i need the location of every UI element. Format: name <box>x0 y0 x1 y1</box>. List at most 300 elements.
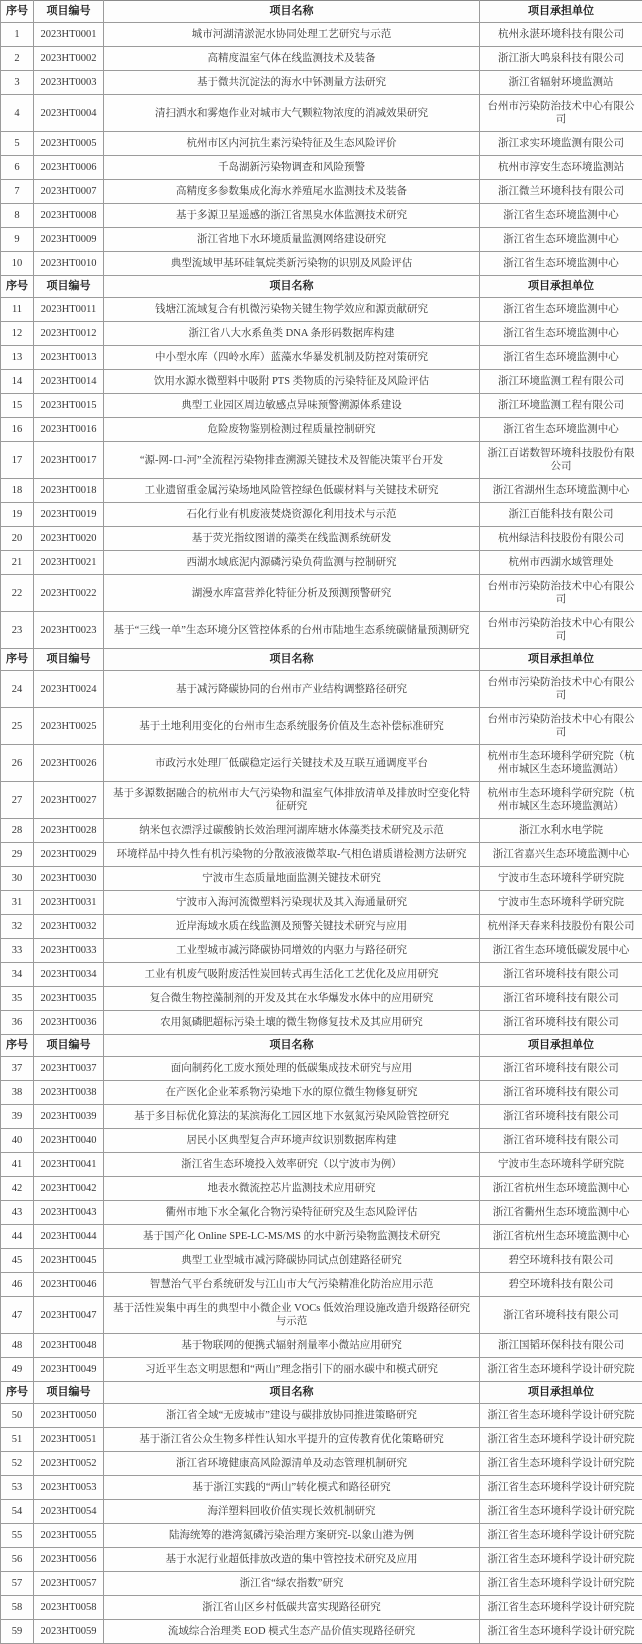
project-index: 41 <box>1 1153 34 1177</box>
project-name: 环境样品中持久性有机污染物的分散液液微萃取-气相色谱质谱检测方法研究 <box>104 843 480 867</box>
project-index: 18 <box>1 479 34 503</box>
project-name: 浙江省环境健康高风险源清单及动态管理机制研究 <box>104 1452 480 1476</box>
table-row <box>1 479 642 503</box>
project-unit: 浙江省生态环境科学设计研究院 <box>480 1500 642 1524</box>
project-name: 杭州市区内河抗生素污染特征及生态风险评价 <box>104 132 480 156</box>
project-code: 2023HT0018 <box>34 479 104 503</box>
project-unit: 宁波市生态环境科学研究院 <box>480 1153 642 1177</box>
column-header-unit: 项目承担单位 <box>480 1035 642 1057</box>
project-index: 56 <box>1 1548 34 1572</box>
project-name: 饮用水源水微塑料中吸附 PTS 类物质的污染特征及风险评估 <box>104 370 480 394</box>
table-row <box>1 503 642 527</box>
project-index: 43 <box>1 1201 34 1225</box>
project-index: 6 <box>1 156 34 180</box>
project-index: 22 <box>1 575 34 612</box>
table-row <box>1 252 642 276</box>
project-code: 2023HT0055 <box>34 1524 104 1548</box>
column-header-unit: 项目承担单位 <box>480 649 642 671</box>
project-code: 2023HT0039 <box>34 1105 104 1129</box>
project-name: 基于“三线一单”生态环境分区管控体系的台州市陆地生态系统碳储量预测研究 <box>104 612 480 649</box>
table-row <box>1 575 642 612</box>
table-row <box>1 745 642 782</box>
project-name: 地表水微流控芯片监测技术应用研究 <box>104 1177 480 1201</box>
project-name: 浙江省山区乡村低碳共富实现路径研究 <box>104 1596 480 1620</box>
project-index: 54 <box>1 1500 34 1524</box>
project-unit: 杭州市西湖水域管理处 <box>480 551 642 575</box>
project-name: 基于荧光指纹图谱的藻类在线监测系统研发 <box>104 527 480 551</box>
project-code: 2023HT0014 <box>34 370 104 394</box>
project-unit: 浙江环境监测工程有限公司 <box>480 370 642 394</box>
project-unit: 浙江省环境科技有限公司 <box>480 1105 642 1129</box>
project-name: 工业遗留重金属污染场地风险管控绿色低碳材料与关键技术研究 <box>104 479 480 503</box>
project-unit: 台州市污染防治技术中心有限公司 <box>480 708 642 745</box>
table-row <box>1 71 642 95</box>
project-name: 市政污水处理厂低碳稳定运行关键技术及互联互通调度平台 <box>104 745 480 782</box>
project-unit: 宁波市生态环境科学研究院 <box>480 867 642 891</box>
table-row <box>1 819 642 843</box>
table-row <box>1 1404 642 1428</box>
table-row <box>1 891 642 915</box>
project-name: 高精度多参数集成化海水养殖尾水监测技术及装备 <box>104 180 480 204</box>
project-index: 8 <box>1 204 34 228</box>
column-header-index: 序号 <box>1 1382 34 1404</box>
project-code: 2023HT0043 <box>34 1201 104 1225</box>
project-index: 28 <box>1 819 34 843</box>
table-row <box>1 1057 642 1081</box>
table-row <box>1 1177 642 1201</box>
project-code: 2023HT0017 <box>34 442 104 479</box>
project-name: 基于多源数据融合的杭州市大气污染物和温室气体排放清单及排放时空变化特征研究 <box>104 782 480 819</box>
project-index: 51 <box>1 1428 34 1452</box>
project-name: 清扫洒水和雾炮作业对城市大气颗粒物浓度的消减效果研究 <box>104 95 480 132</box>
column-header-name: 项目名称 <box>104 649 480 671</box>
column-header-unit: 项目承担单位 <box>480 276 642 298</box>
table-row <box>1 95 642 132</box>
project-code: 2023HT0038 <box>34 1081 104 1105</box>
project-name: 衢州市地下水全氟化合物污染特征研究及生态风险评估 <box>104 1201 480 1225</box>
table-row <box>1 442 642 479</box>
project-code: 2023HT0013 <box>34 346 104 370</box>
project-index: 57 <box>1 1572 34 1596</box>
table-row <box>1 1500 642 1524</box>
project-unit: 浙江省生态环境监测中心 <box>480 418 642 442</box>
project-name: 基于活性炭集中再生的典型中小微企业 VOCs 低效治理设施改造升级路径研究与示范 <box>104 1297 480 1334</box>
project-index: 47 <box>1 1297 34 1334</box>
project-code: 2023HT0035 <box>34 987 104 1011</box>
project-unit: 浙江浙大鸣泉科技有限公司 <box>480 47 642 71</box>
column-header-code: 项目编号 <box>34 1035 104 1057</box>
project-unit: 浙江省环境科技有限公司 <box>480 963 642 987</box>
project-code: 2023HT0028 <box>34 819 104 843</box>
project-code: 2023HT0045 <box>34 1249 104 1273</box>
column-header-index: 序号 <box>1 649 34 671</box>
project-code: 2023HT0003 <box>34 71 104 95</box>
table-row <box>1 1225 642 1249</box>
project-code: 2023HT0054 <box>34 1500 104 1524</box>
project-unit: 杭州绿洁科技股份有限公司 <box>480 527 642 551</box>
project-unit: 浙江求实环境监测有限公司 <box>480 132 642 156</box>
project-name: 工业有机废气吸附废活性炭回转式再生活化工艺优化及应用研究 <box>104 963 480 987</box>
table-row <box>1 1548 642 1572</box>
table-row <box>1 782 642 819</box>
table-row <box>1 1428 642 1452</box>
project-name: 基于国产化 Online SPE-LC-MS/MS 的水中新污染物监测技术研究 <box>104 1225 480 1249</box>
project-unit: 浙江省生态环境科学设计研究院 <box>480 1358 642 1382</box>
table-row <box>1 346 642 370</box>
project-name: 城市河湖清淤泥水协同处理工艺研究与示范 <box>104 23 480 47</box>
project-code: 2023HT0048 <box>34 1334 104 1358</box>
project-code: 2023HT0042 <box>34 1177 104 1201</box>
project-code: 2023HT0008 <box>34 204 104 228</box>
project-name: 基于物联网的便携式辐射剂量率小微站应用研究 <box>104 1334 480 1358</box>
table-row <box>1 418 642 442</box>
column-header-code: 项目编号 <box>34 649 104 671</box>
project-name: 海洋塑料回收价值实现长效机制研究 <box>104 1500 480 1524</box>
project-unit: 浙江省环境科技有限公司 <box>480 1297 642 1334</box>
project-code: 2023HT0037 <box>34 1057 104 1081</box>
projects-table-body <box>1 1 642 1644</box>
project-unit: 浙江环境监测工程有限公司 <box>480 394 642 418</box>
project-name: 宁波市入海河流微塑料污染现状及其入海通量研究 <box>104 891 480 915</box>
project-unit: 浙江省杭州生态环境监测中心 <box>480 1177 642 1201</box>
project-name: 近岸海域水质在线监测及预警关键技术研究与应用 <box>104 915 480 939</box>
project-index: 29 <box>1 843 34 867</box>
project-code: 2023HT0022 <box>34 575 104 612</box>
project-unit: 浙江省生态环境科学设计研究院 <box>480 1596 642 1620</box>
table-row <box>1 47 642 71</box>
column-header-row <box>1 1035 642 1057</box>
project-index: 17 <box>1 442 34 479</box>
table-row <box>1 1596 642 1620</box>
project-code: 2023HT0047 <box>34 1297 104 1334</box>
project-unit: 浙江省环境科技有限公司 <box>480 1129 642 1153</box>
project-code: 2023HT0051 <box>34 1428 104 1452</box>
table-row <box>1 612 642 649</box>
table-row <box>1 370 642 394</box>
project-name: 居民小区典型复合声环境声纹识别数据库构建 <box>104 1129 480 1153</box>
project-code: 2023HT0009 <box>34 228 104 252</box>
project-index: 44 <box>1 1225 34 1249</box>
project-index: 20 <box>1 527 34 551</box>
project-code: 2023HT0024 <box>34 671 104 708</box>
project-unit: 浙江省生态环境监测中心 <box>480 322 642 346</box>
project-code: 2023HT0016 <box>34 418 104 442</box>
project-index: 13 <box>1 346 34 370</box>
project-unit: 杭州永湛环境科技有限公司 <box>480 23 642 47</box>
project-name: 基于浙江省公众生物多样性认知水平提升的宣传教育优化策略研究 <box>104 1428 480 1452</box>
column-header-unit: 项目承担单位 <box>480 1 642 23</box>
project-name: 智慧治气平台系统研发与江山市大气污染精准化防治应用示范 <box>104 1273 480 1297</box>
project-index: 59 <box>1 1620 34 1644</box>
table-row <box>1 1476 642 1500</box>
project-index: 50 <box>1 1404 34 1428</box>
project-name: 钱塘江流域复合有机微污染物关键生物学效应和源贡献研究 <box>104 298 480 322</box>
project-index: 39 <box>1 1105 34 1129</box>
project-index: 33 <box>1 939 34 963</box>
project-unit: 浙江省生态环境科学设计研究院 <box>480 1404 642 1428</box>
project-unit: 浙江省生态环境科学设计研究院 <box>480 1548 642 1572</box>
project-unit: 浙江省环境科技有限公司 <box>480 987 642 1011</box>
project-code: 2023HT0015 <box>34 394 104 418</box>
project-unit: 浙江国韬环保科技有限公司 <box>480 1334 642 1358</box>
column-header-code: 项目编号 <box>34 1 104 23</box>
project-index: 52 <box>1 1452 34 1476</box>
table-row <box>1 180 642 204</box>
table-row <box>1 394 642 418</box>
project-name: 石化行业有机废液焚烧资源化利用技术与示范 <box>104 503 480 527</box>
project-code: 2023HT0011 <box>34 298 104 322</box>
column-header-name: 项目名称 <box>104 276 480 298</box>
table-row <box>1 1249 642 1273</box>
project-code: 2023HT0001 <box>34 23 104 47</box>
project-name: 千岛湖新污染物调查和风险预警 <box>104 156 480 180</box>
project-unit: 碧空环境科技有限公司 <box>480 1273 642 1297</box>
column-header-index: 序号 <box>1 276 34 298</box>
project-code: 2023HT0057 <box>34 1572 104 1596</box>
table-row <box>1 551 642 575</box>
column-header-name: 项目名称 <box>104 1 480 23</box>
project-name: 基于多源卫星遥感的浙江省黑臭水体监测技术研究 <box>104 204 480 228</box>
project-index: 58 <box>1 1596 34 1620</box>
project-index: 37 <box>1 1057 34 1081</box>
project-index: 3 <box>1 71 34 95</box>
project-unit: 浙江省生态环境监测中心 <box>480 298 642 322</box>
table-row <box>1 132 642 156</box>
project-code: 2023HT0021 <box>34 551 104 575</box>
project-code: 2023HT0012 <box>34 322 104 346</box>
project-name: 面向制药化工废水预处理的低碳集成技术研究与应用 <box>104 1057 480 1081</box>
project-code: 2023HT0029 <box>34 843 104 867</box>
project-index: 53 <box>1 1476 34 1500</box>
table-row <box>1 939 642 963</box>
table-row <box>1 322 642 346</box>
project-index: 40 <box>1 1129 34 1153</box>
project-unit: 杭州市淳安生态环境监测站 <box>480 156 642 180</box>
project-code: 2023HT0041 <box>34 1153 104 1177</box>
project-unit: 浙江省生态环境监测中心 <box>480 228 642 252</box>
project-name: 纳米包衣漂浮过碳酸钠长效治理河湖库塘水体藻类技术研究及示范 <box>104 819 480 843</box>
project-index: 10 <box>1 252 34 276</box>
project-code: 2023HT0052 <box>34 1452 104 1476</box>
project-index: 31 <box>1 891 34 915</box>
project-code: 2023HT0044 <box>34 1225 104 1249</box>
table-row <box>1 204 642 228</box>
table-row <box>1 708 642 745</box>
project-index: 5 <box>1 132 34 156</box>
table-row <box>1 1011 642 1035</box>
project-unit: 浙江水利水电学院 <box>480 819 642 843</box>
project-name: 典型流域甲基环硅氧烷类新污染物的识别及风险评估 <box>104 252 480 276</box>
project-code: 2023HT0010 <box>34 252 104 276</box>
project-unit: 浙江微兰环境科技有限公司 <box>480 180 642 204</box>
project-code: 2023HT0058 <box>34 1596 104 1620</box>
project-index: 2 <box>1 47 34 71</box>
project-index: 23 <box>1 612 34 649</box>
column-header-name: 项目名称 <box>104 1382 480 1404</box>
project-unit: 浙江省生态环境监测中心 <box>480 204 642 228</box>
project-index: 45 <box>1 1249 34 1273</box>
project-index: 55 <box>1 1524 34 1548</box>
table-row <box>1 1105 642 1129</box>
project-unit: 浙江省环境科技有限公司 <box>480 1081 642 1105</box>
project-index: 14 <box>1 370 34 394</box>
project-name: 湖漫水库富营养化特征分析及预测预警研究 <box>104 575 480 612</box>
project-name: 基于浙江实践的“两山”转化模式和路径研究 <box>104 1476 480 1500</box>
project-code: 2023HT0026 <box>34 745 104 782</box>
project-name: 浙江省八大水系鱼类 DNA 条形码数据库构建 <box>104 322 480 346</box>
project-unit: 浙江省生态环境科学设计研究院 <box>480 1452 642 1476</box>
project-unit: 浙江省嘉兴生态环境监测中心 <box>480 843 642 867</box>
column-header-row <box>1 1382 642 1404</box>
project-index: 32 <box>1 915 34 939</box>
project-unit: 浙江省湖州生态环境监测中心 <box>480 479 642 503</box>
project-name: 基于多目标优化算法的某滨海化工园区地下水氨氮污染风险管控研究 <box>104 1105 480 1129</box>
project-unit: 浙江百诺数智环境科技股份有限公司 <box>480 442 642 479</box>
project-name: 基于水泥行业超低排放改造的集中管控技术研究及应用 <box>104 1548 480 1572</box>
project-unit: 浙江省生态环境科学设计研究院 <box>480 1524 642 1548</box>
project-code: 2023HT0040 <box>34 1129 104 1153</box>
project-name: 流域综合治理类 EOD 模式生态产品价值实现路径研究 <box>104 1620 480 1644</box>
project-unit: 浙江省生态环境低碳发展中心 <box>480 939 642 963</box>
project-unit: 浙江省环境科技有限公司 <box>480 1057 642 1081</box>
project-name: 典型工业型城市减污降碳协同试点创建路径研究 <box>104 1249 480 1273</box>
project-unit: 浙江百能科技有限公司 <box>480 503 642 527</box>
project-unit: 碧空环境科技有限公司 <box>480 1249 642 1273</box>
column-header-index: 序号 <box>1 1 34 23</box>
project-index: 36 <box>1 1011 34 1035</box>
table-row <box>1 867 642 891</box>
project-name: 浙江省全域“无废城市”建设与碳排放协同推进策略研究 <box>104 1404 480 1428</box>
project-code: 2023HT0050 <box>34 1404 104 1428</box>
table-row <box>1 1620 642 1644</box>
project-code: 2023HT0005 <box>34 132 104 156</box>
project-index: 12 <box>1 322 34 346</box>
column-header-unit: 项目承担单位 <box>480 1382 642 1404</box>
project-code: 2023HT0002 <box>34 47 104 71</box>
project-unit: 浙江省辐射环境监测站 <box>480 71 642 95</box>
project-code: 2023HT0025 <box>34 708 104 745</box>
project-index: 38 <box>1 1081 34 1105</box>
project-unit: 浙江省生态环境科学设计研究院 <box>480 1428 642 1452</box>
project-name: 基于微共沉淀法的海水中钚测量方法研究 <box>104 71 480 95</box>
table-row <box>1 987 642 1011</box>
project-code: 2023HT0036 <box>34 1011 104 1035</box>
project-code: 2023HT0032 <box>34 915 104 939</box>
project-unit: 浙江省衢州生态环境监测中心 <box>480 1201 642 1225</box>
project-name: 典型工业园区周边敏感点异味预警溯源体系建设 <box>104 394 480 418</box>
project-name: 基于土地利用变化的台州市生态系统服务价值及生态补偿标准研究 <box>104 708 480 745</box>
project-name: 宁波市生态质量地面监测关键技术研究 <box>104 867 480 891</box>
project-unit: 浙江省环境科技有限公司 <box>480 1011 642 1035</box>
project-unit: 台州市污染防治技术中心有限公司 <box>480 575 642 612</box>
project-unit: 浙江省生态环境科学设计研究院 <box>480 1572 642 1596</box>
project-unit: 浙江省生态环境监测中心 <box>480 346 642 370</box>
table-row <box>1 1572 642 1596</box>
table-row <box>1 1081 642 1105</box>
project-name: 陆海统筹的港湾氮磷污染治理方案研究-以象山港为例 <box>104 1524 480 1548</box>
project-name: 中小型水库（四岭水库）蓝藻水华暴发机制及防控对策研究 <box>104 346 480 370</box>
project-index: 9 <box>1 228 34 252</box>
project-unit: 浙江省生态环境科学设计研究院 <box>480 1620 642 1644</box>
project-unit: 浙江省生态环境监测中心 <box>480 252 642 276</box>
project-index: 49 <box>1 1358 34 1382</box>
project-name: “源-网-口-河”全流程污染物排查溯源关键技术及智能决策平台开发 <box>104 442 480 479</box>
column-header-row <box>1 276 642 298</box>
project-index: 42 <box>1 1177 34 1201</box>
project-index: 30 <box>1 867 34 891</box>
column-header-code: 项目编号 <box>34 1382 104 1404</box>
project-unit: 台州市污染防治技术中心有限公司 <box>480 95 642 132</box>
project-code: 2023HT0031 <box>34 891 104 915</box>
column-header-index: 序号 <box>1 1035 34 1057</box>
table-row <box>1 843 642 867</box>
project-index: 48 <box>1 1334 34 1358</box>
project-name: 浙江省“绿农指数”研究 <box>104 1572 480 1596</box>
project-code: 2023HT0059 <box>34 1620 104 1644</box>
table-row <box>1 527 642 551</box>
column-header-row <box>1 649 642 671</box>
project-code: 2023HT0023 <box>34 612 104 649</box>
table-row <box>1 228 642 252</box>
project-code: 2023HT0007 <box>34 180 104 204</box>
project-name: 浙江省地下水环境质量监测网络建设研究 <box>104 228 480 252</box>
project-index: 4 <box>1 95 34 132</box>
project-index: 24 <box>1 671 34 708</box>
project-index: 34 <box>1 963 34 987</box>
table-row <box>1 915 642 939</box>
table-row <box>1 23 642 47</box>
project-code: 2023HT0056 <box>34 1548 104 1572</box>
project-code: 2023HT0027 <box>34 782 104 819</box>
table-row <box>1 1334 642 1358</box>
project-unit: 浙江省生态环境科学设计研究院 <box>480 1476 642 1500</box>
project-code: 2023HT0046 <box>34 1273 104 1297</box>
project-index: 1 <box>1 23 34 47</box>
project-index: 27 <box>1 782 34 819</box>
project-unit: 杭州泽天春来科技股份有限公司 <box>480 915 642 939</box>
project-code: 2023HT0006 <box>34 156 104 180</box>
table-row <box>1 1153 642 1177</box>
project-name: 高精度温室气体在线监测技术及装备 <box>104 47 480 71</box>
project-code: 2023HT0019 <box>34 503 104 527</box>
project-code: 2023HT0033 <box>34 939 104 963</box>
project-code: 2023HT0020 <box>34 527 104 551</box>
project-index: 25 <box>1 708 34 745</box>
project-index: 15 <box>1 394 34 418</box>
project-index: 7 <box>1 180 34 204</box>
project-index: 11 <box>1 298 34 322</box>
table-row <box>1 1273 642 1297</box>
project-name: 西湖水域底泥内源磷污染负荷监测与控制研究 <box>104 551 480 575</box>
project-index: 26 <box>1 745 34 782</box>
column-header-code: 项目编号 <box>34 276 104 298</box>
project-code: 2023HT0049 <box>34 1358 104 1382</box>
project-code: 2023HT0034 <box>34 963 104 987</box>
project-unit: 宁波市生态环境科学研究院 <box>480 891 642 915</box>
project-name: 习近平生态文明思想和“两山”理念指引下的丽水碳中和模式研究 <box>104 1358 480 1382</box>
column-header-name: 项目名称 <box>104 1035 480 1057</box>
table-row <box>1 1297 642 1334</box>
project-code: 2023HT0030 <box>34 867 104 891</box>
project-code: 2023HT0004 <box>34 95 104 132</box>
table-row <box>1 156 642 180</box>
project-unit: 台州市污染防治技术中心有限公司 <box>480 671 642 708</box>
table-row <box>1 298 642 322</box>
project-unit: 台州市污染防治技术中心有限公司 <box>480 612 642 649</box>
project-index: 21 <box>1 551 34 575</box>
project-name: 工业型城市减污降碳协同增效的内驱力与路径研究 <box>104 939 480 963</box>
project-code: 2023HT0053 <box>34 1476 104 1500</box>
